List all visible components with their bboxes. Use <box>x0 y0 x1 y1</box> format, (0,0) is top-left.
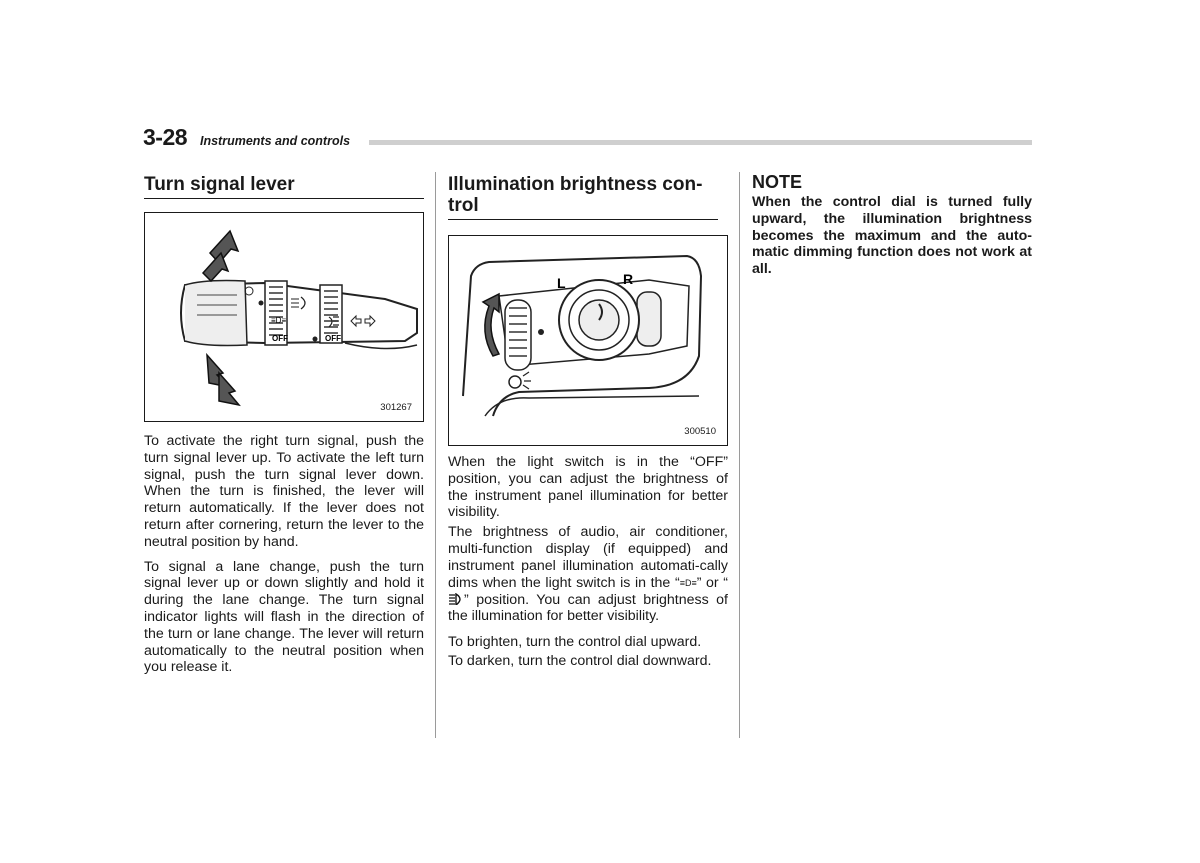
dial-label-l: L <box>557 275 566 291</box>
svg-text:≡D≡: ≡D≡ <box>271 316 287 325</box>
turn-signal-heading: Turn signal lever <box>144 172 424 199</box>
column-turn-signal <box>144 172 424 676</box>
page-number: 3-28 <box>143 124 188 150</box>
off-label-left: OFF <box>272 334 288 343</box>
illumination-paragraph-4: To darken, turn the control dial downward. <box>448 652 712 669</box>
illumination-paragraph-1: When the light switch is in the “OFF” position, you can adjust the brightness of the instrument panel illumination for better visibility. <box>448 454 728 521</box>
figure-id: 300510 <box>684 426 716 437</box>
column-illumination <box>448 172 728 670</box>
turn-signal-paragraph-2: To signal a lane change, push the turn signal lever up or down slightly and hold it during the lane change. The turn signal indicator lights will flash in the direction of the turn or lane change. The lever will return automatically to the neutral position when you release it. <box>144 558 424 676</box>
dial-label-r: R <box>623 271 634 287</box>
turn-signal-paragraph-1: To activate the right turn signal, push the turn signal lever up. To activate the left turn signal, push the turn signal lever down. When the turn is finished, the lever will return automatically. If the lever does not return after cornering, return the lever to the neutral position by hand. <box>144 433 424 550</box>
dial-illustration <box>449 236 727 445</box>
illumination-paragraph-2: The brightness of audio, air conditioner, multi-function display (if equipped) and instrument panel illumination automati-cally dims when the light switch is in the “≡D≡” or “” position. You can adjust brightness of the illumination for better visibility. <box>448 524 728 625</box>
figure-id: 301267 <box>380 402 412 413</box>
illumination-paragraph-3: To brighten, turn the control dial upward. <box>448 634 702 651</box>
note-text: When the control dial is turned fully upward, the illumination brightness becomes the maximum and the auto-matic dimming function does not work at all. <box>752 194 1032 278</box>
header-rule <box>369 140 1032 145</box>
illumination-heading: Illumination brightness con-trol <box>448 172 718 220</box>
off-label-right: OFF <box>325 334 341 343</box>
turn-signal-figure <box>144 212 424 422</box>
section-title: Instruments and controls <box>200 134 351 148</box>
note-heading: NOTE <box>752 172 803 192</box>
column-note <box>752 172 1032 278</box>
illumination-figure <box>448 235 728 446</box>
rotate-arrow-icon <box>483 294 499 356</box>
up-arrow-icon <box>210 231 238 263</box>
page-header <box>143 124 1032 154</box>
turn-signal-lever-illustration <box>145 213 423 421</box>
column-divider <box>435 172 436 738</box>
edge-lamp-icon: ≡D≡ <box>679 577 697 588</box>
headlight-icon <box>448 593 464 605</box>
column-divider <box>739 172 740 738</box>
